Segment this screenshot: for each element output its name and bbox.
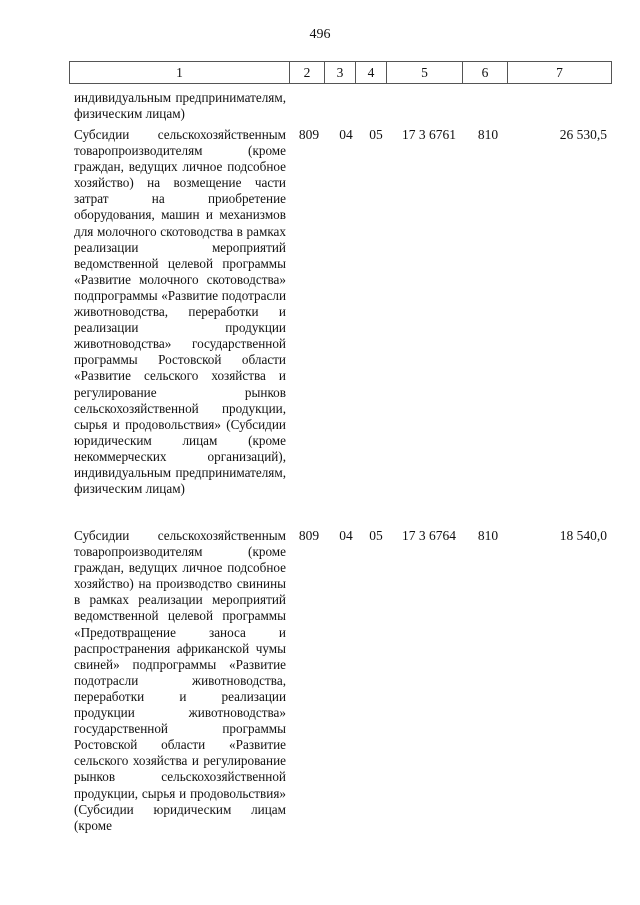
- cell-amount: 26 530,5: [559, 127, 607, 142]
- cell-section-code: 04: [339, 127, 353, 142]
- cell-expense-type: 810: [477, 127, 499, 142]
- cell-section-code: 04: [339, 528, 353, 543]
- cell-ministry-code: 809: [298, 127, 320, 142]
- cell-subsection-code: 05: [369, 127, 383, 142]
- cell-amount: 18 540,0: [559, 528, 607, 543]
- column-header-6: 6: [463, 62, 508, 84]
- cell-expense-type: 810: [477, 528, 499, 543]
- page-number: 496: [309, 27, 331, 42]
- cell-subsection-code: 05: [369, 528, 383, 543]
- column-header-row: [70, 62, 612, 84]
- column-header-7: 7: [508, 62, 612, 84]
- cell-target-article: 17 3 6764: [402, 528, 456, 543]
- row-description: Субсидии сельскохозяйственным товаропроизводителям (кроме граждан, ведущих личное подсобное хозяйство) на возмещение части затрат на приобретение оборудования, машин и механизмов для молочного скотоводства в рамках реализации мероприятий ведомственной целевой программы «Развитие молочного скотоводства» подпрограммы «Развитие подотрасли животноводства, переработки и реализации продукции животноводства» государственной программы Ростовской области «Развитие сельского хозяйства и регулирование рынков сельскохозяйственной продукции, сырья и продовольствия» (Субсидии юридическим лицам (кроме некоммерческих организаций), индивидуальным предпринимателям, физическим лицам): [74, 127, 286, 497]
- cell-target-article: 17 3 6761: [402, 127, 456, 142]
- column-header-1: 1: [70, 62, 290, 84]
- column-header-2: 2: [290, 62, 325, 84]
- column-header-table: [69, 61, 612, 84]
- column-header-5: 5: [387, 62, 463, 84]
- cell-ministry-code: 809: [298, 528, 320, 543]
- column-header-3: 3: [325, 62, 356, 84]
- continuation-text: индивидуальным предпринимателям, физическим лицам): [74, 90, 286, 122]
- row-description: Субсидии сельскохозяйственным товаропроизводителям (кроме граждан, ведущих личное подсобное хозяйство) на производство свинины в рамках реализации мероприятий ведомственной целевой программы «Предотвращение заноса и распространения африканской чумы свиней» подпрограммы «Развитие подотрасли животноводства, переработки и реализации продукции животноводства» государственной программы Ростовской области «Развитие сельского хозяйства и регулирование рынков сельскохозяйственной продукции, сырья и продовольствия» (Субсидии юридическим лицам (кроме: [74, 528, 286, 833]
- column-header-4: 4: [356, 62, 387, 84]
